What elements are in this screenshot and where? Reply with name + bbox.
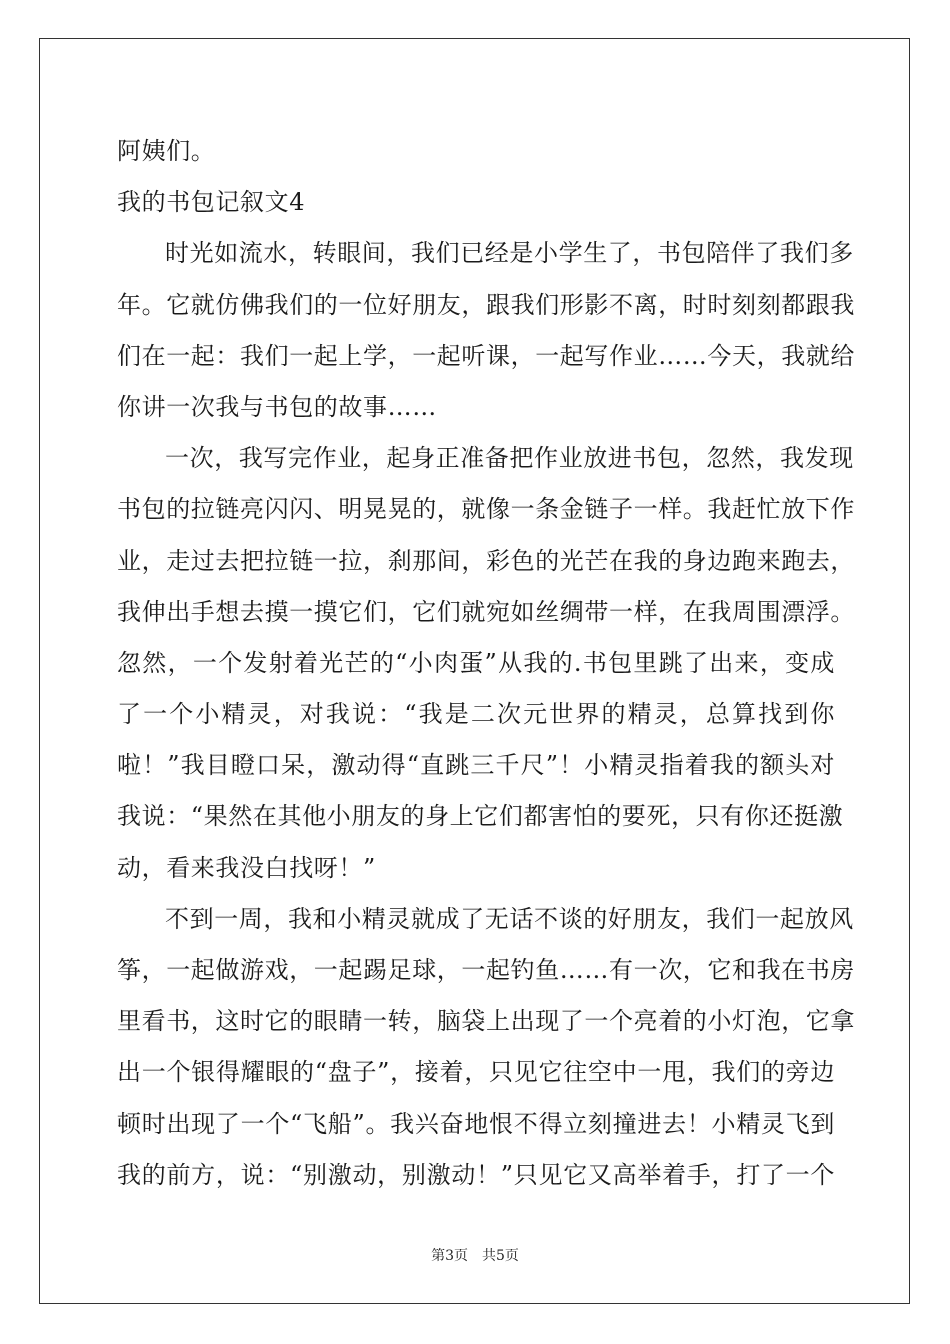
text-line: 业，走过去把拉链一拉，刹那间，彩色的光芒在我的身边跑来跑去，	[117, 546, 855, 575]
text-line: 我的前方，说：“别激动，别激动！”只见它又高举着手，打了一个	[117, 1160, 835, 1189]
text-line: 筝，一起做游戏，一起踢足球，一起钓鱼……有一次，它和我在书房	[117, 956, 855, 984]
text-line: 动，看来我没白找呀！”	[117, 853, 376, 882]
text-line: 我伸出手想去摸一摸它们，它们就宛如丝绸带一样，在我周围漂浮。	[117, 597, 855, 626]
page-number-current: 第3页	[431, 1248, 468, 1264]
text-line: 顿时出现了一个“飞船”。我兴奋地恨不得立刻撞进去！小精灵飞到	[117, 1109, 835, 1138]
text-line: 们在一起：我们一起上学，一起听课，一起写作业……今天，我就给	[117, 341, 855, 370]
text-line: 出一个银得耀眼的“盘子”，接着，只见它往空中一甩，我们的旁边	[117, 1058, 835, 1087]
page-number-total: 共5页	[482, 1248, 519, 1264]
text-line: 忽然，一个发射着光芒的“小肉蛋”从我的.书包里跳了出来，变成	[117, 648, 835, 677]
text-line: 书包的拉链亮闪闪、明晃晃的，就像一条金链子一样。我赶忙放下作	[117, 495, 855, 524]
section-heading: 我的书包记叙文4	[117, 188, 306, 217]
text-line: 一次，我写完作业，起身正准备把作业放进书包，忽然，我发现	[165, 444, 854, 473]
text-line: 阿姨们。	[117, 137, 216, 165]
text-line: 里看书，这时它的眼睛一转，脑袋上出现了一个亮着的小灯泡，它拿	[117, 1007, 855, 1036]
text-line: 你讲一次我与书包的故事……	[117, 392, 437, 421]
text-line: 年。它就仿佛我们的一位好朋友，跟我们形影不离，时时刻刻都跟我	[117, 290, 855, 319]
document-body	[117, 126, 855, 1201]
text-line: 我说：“果然在其他小朋友的身上它们都害怕的要死，只有你还挺激	[117, 802, 844, 831]
page-footer	[0, 1245, 950, 1265]
text-line: 啦！”我目瞪口呆，激动得“直跳三千尺”！小精灵指着我的额头对	[117, 751, 835, 780]
text-line: 时光如流水，转眼间，我们已经是小学生了，书包陪伴了我们多	[165, 239, 854, 268]
text-line: 了一个小精灵，对我说：“我是二次元世界的精灵，总算找到你	[117, 700, 835, 729]
text-line: 不到一周，我和小精灵就成了无话不谈的好朋友，我们一起放风	[165, 904, 854, 933]
